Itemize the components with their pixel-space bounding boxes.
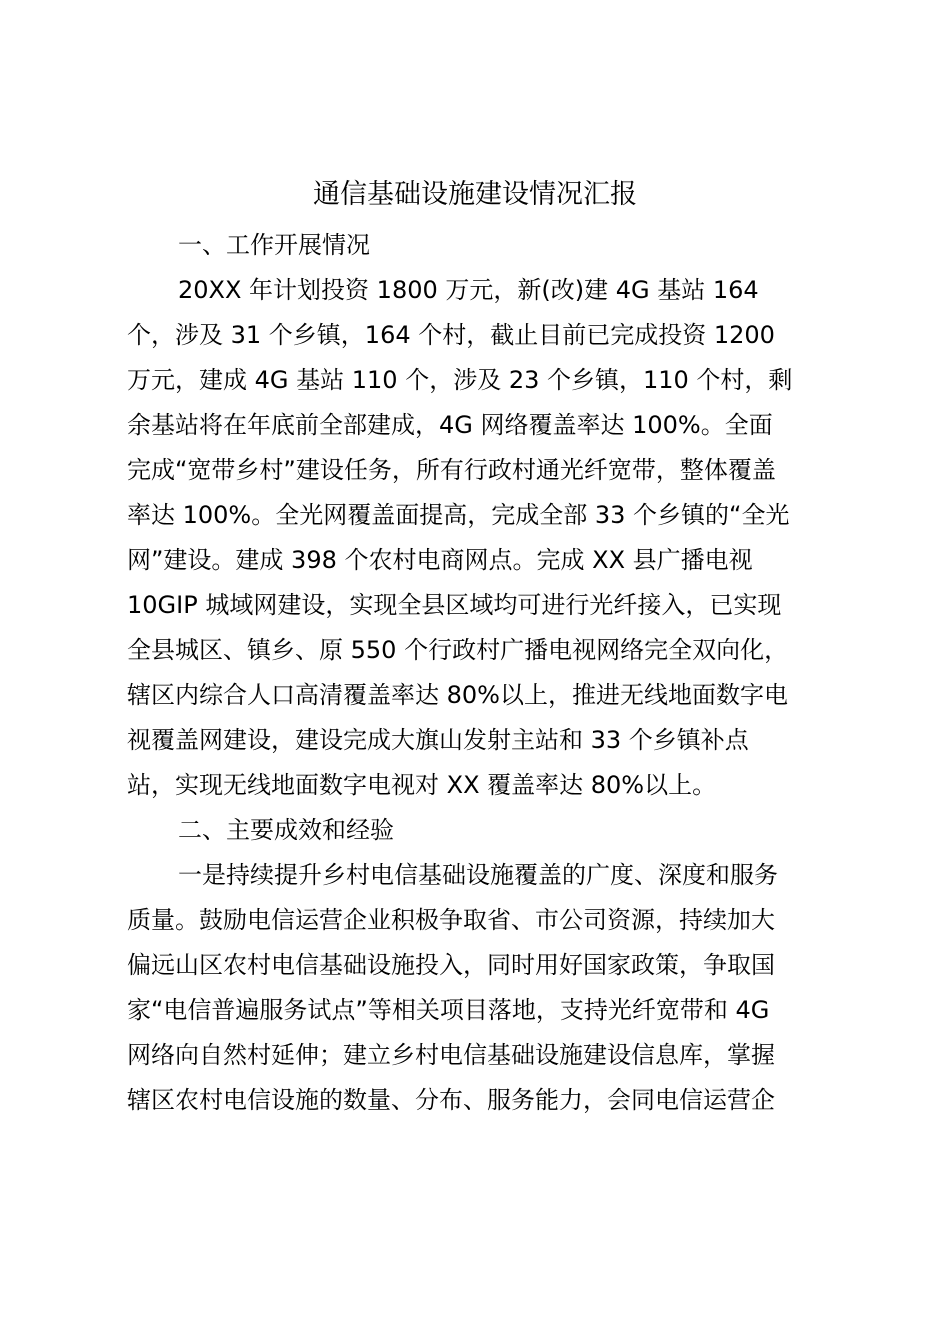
paragraph-line: 辖区农村电信设施的数量、分布、服务能力，会同电信运营企	[127, 1086, 775, 1114]
section-heading-2: 二、主要成效和经验	[178, 816, 394, 844]
paragraph-line: 率达 100%。全光网覆盖面提高，完成全部 33 个乡镇的“全光	[127, 501, 790, 529]
paragraph-line: 家“电信普遍服务试点”等相关项目落地，支持光纤宽带和 4G	[127, 996, 770, 1024]
paragraph-line: 辖区内综合人口高清覆盖率达 80%以上，推进无线地面数字电	[127, 681, 788, 709]
paragraph-line: 20XX 年计划投资 1800 万元，新(改)建 4G 基站 164	[178, 276, 759, 304]
paragraph-line: 万元，建成 4G 基站 110 个，涉及 23 个乡镇，110 个村，剩	[127, 366, 793, 394]
paragraph-line: 站，实现无线地面数字电视对 XX 覆盖率达 80%以上。	[127, 771, 717, 799]
paragraph-line: 视覆盖网建设，建设完成大旗山发射主站和 33 个乡镇补点	[127, 726, 749, 754]
paragraph-line: 偏远山区农村电信基础设施投入，同时用好国家政策，争取国	[127, 951, 775, 979]
paragraph-line: 质量。鼓励电信运营企业积极争取省、市公司资源，持续加大	[127, 906, 775, 934]
paragraph-line: 完成“宽带乡村”建设任务，所有行政村通光纤宽带，整体覆盖	[127, 456, 776, 484]
paragraph-line: 网络向自然村延伸；建立乡村电信基础设施建设信息库，掌握	[127, 1041, 775, 1069]
paragraph-line: 全县城区、镇乡、原 550 个行政村广播电视网络完全双向化，	[127, 636, 789, 664]
paragraph-line: 10GIP 城域网建设，实现全县区域均可进行光纤接入，已实现	[127, 591, 782, 619]
section-heading-1: 一、工作开展情况	[178, 231, 370, 259]
paragraph-line: 一是持续提升乡村电信基础设施覆盖的广度、深度和服务	[178, 861, 778, 889]
paragraph-line: 余基站将在年底前全部建成，4G 网络覆盖率达 100%。全面	[127, 411, 773, 439]
paragraph-line: 个，涉及 31 个乡镇，164 个村，截止目前已完成投资 1200	[127, 321, 775, 349]
paragraph-line: 网”建设。建成 398 个农村电商网点。完成 XX 县广播电视	[127, 546, 753, 574]
document-title: 通信基础设施建设情况汇报	[313, 179, 637, 210]
